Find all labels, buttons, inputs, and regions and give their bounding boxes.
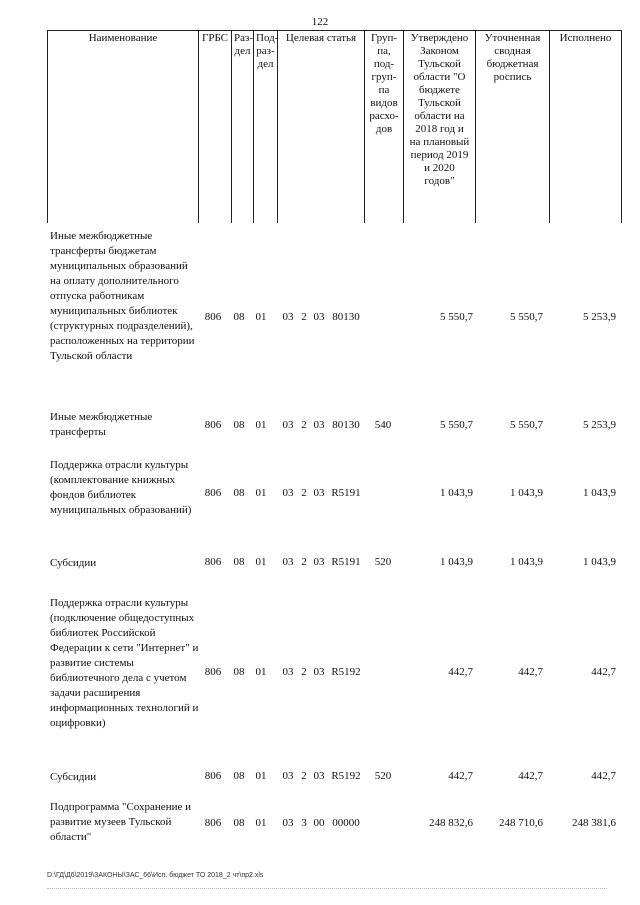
row-refined: 248 710,6: [499, 817, 543, 829]
row-target-subprogram: 2: [301, 419, 307, 431]
row-section: 08: [233, 311, 245, 323]
header-subsection-text: Под- раз- дел: [256, 32, 279, 70]
header-section: [232, 30, 254, 223]
row-section: 08: [233, 770, 245, 782]
row-approved: 5 550,7: [440, 419, 473, 431]
row-subsection: 01: [255, 817, 267, 829]
row-subsection: 01: [255, 311, 267, 323]
header-grbs-text: ГРБС: [201, 32, 229, 44]
row-refined: 442,7: [518, 666, 543, 678]
header-group: [365, 30, 404, 223]
row-name: Иные межбюджетные трансферты: [50, 411, 153, 438]
row-section: 08: [233, 556, 245, 568]
row-target-program: 03: [282, 419, 294, 431]
row-refined: 5 550,7: [510, 419, 543, 431]
row-subsection: 01: [255, 770, 267, 782]
row-target-subprogram: 2: [301, 311, 307, 323]
row-grbs: 806: [204, 311, 222, 323]
header-target-text: Целевая статья: [285, 32, 357, 44]
row-approved: 1 043,9: [440, 487, 473, 499]
row-executed: 442,7: [591, 770, 616, 782]
row-section: 08: [233, 419, 245, 431]
row-target-direction: R5192: [331, 666, 361, 678]
row-target-program: 03: [282, 311, 294, 323]
row-target-program: 03: [282, 817, 294, 829]
row-target-direction: R5191: [331, 487, 361, 499]
row-target-subprogram: 2: [301, 666, 307, 678]
row-section: 08: [233, 666, 245, 678]
header-executed-text: Исполнено: [559, 32, 612, 44]
row-target-direction: R5192: [331, 770, 361, 782]
row-name: Субсидии: [50, 771, 97, 783]
row-approved: 442,7: [448, 770, 473, 782]
row-approved: 1 043,9: [440, 556, 473, 568]
row-target-event: 03: [313, 666, 325, 678]
header-target: [278, 30, 365, 223]
row-grbs: 806: [204, 487, 222, 499]
header-group-text: Груп- па, под- груп- па видов расхо- дов: [369, 32, 399, 135]
row-target-direction: R5191: [331, 556, 361, 568]
row-target-event: 03: [313, 487, 325, 499]
row-executed: 5 253,9: [583, 419, 616, 431]
row-group: 520: [374, 556, 392, 568]
footer-divider: [47, 888, 607, 889]
row-target-subprogram: 2: [301, 556, 307, 568]
row-subsection: 01: [255, 487, 267, 499]
row-target-event: 00: [313, 817, 325, 829]
row-target-direction: 00000: [332, 817, 360, 829]
row-name: Подпрограмма "Сохранение и развитие музеев Тульской области": [50, 801, 191, 843]
row-name: Поддержка отрасли культуры (комплектование книжных фондов библиотек муниципальных образований): [50, 459, 192, 516]
row-executed: 442,7: [591, 666, 616, 678]
row-target-event: 03: [313, 311, 325, 323]
row-grbs: 806: [204, 770, 222, 782]
row-target-subprogram: 2: [301, 487, 307, 499]
row-subsection: 01: [255, 666, 267, 678]
row-executed: 1 043,9: [583, 556, 616, 568]
row-refined: 5 550,7: [510, 311, 543, 323]
row-grbs: 806: [204, 666, 222, 678]
header-approved-text: Утверждено Законом Тульской области "О бюджете Тульской области на 2018 год и на плановый период 2019 и 2020 годов": [409, 32, 470, 187]
row-refined: 442,7: [518, 770, 543, 782]
row-grbs: 806: [204, 419, 222, 431]
header-section-text: Раз- дел: [234, 32, 254, 57]
row-refined: 1 043,9: [510, 487, 543, 499]
row-executed: 248 381,6: [572, 817, 616, 829]
header-name-text: Наименование: [88, 32, 158, 44]
table-header: [47, 30, 622, 223]
row-grbs: 806: [204, 556, 222, 568]
row-name: Субсидии: [50, 557, 97, 569]
row-executed: 5 253,9: [583, 311, 616, 323]
row-subsection: 01: [255, 419, 267, 431]
row-group: 540: [374, 419, 392, 431]
row-target-subprogram: 2: [301, 770, 307, 782]
row-target-program: 03: [282, 556, 294, 568]
page-number: 122: [311, 16, 329, 28]
row-refined: 1 043,9: [510, 556, 543, 568]
header-executed: [550, 30, 622, 223]
row-target-direction: 80130: [332, 311, 360, 323]
row-approved: 248 832,6: [429, 817, 473, 829]
row-approved: 5 550,7: [440, 311, 473, 323]
row-approved: 442,7: [448, 666, 473, 678]
file-path-footer: D:\ГД\Д6\2019\ЗАКОНЫ\ЗАС_66\Исп. бюджет ТО 2018_2 чт\пр2.xls: [47, 872, 264, 879]
row-target-event: 03: [313, 770, 325, 782]
row-target-program: 03: [282, 666, 294, 678]
header-refined-text: Уточненная сводная бюджетная роспись: [484, 32, 541, 83]
row-target-program: 03: [282, 487, 294, 499]
header-approved: [404, 30, 476, 223]
header-name: [47, 30, 199, 223]
row-section: 08: [233, 487, 245, 499]
row-target-subprogram: 3: [301, 817, 307, 829]
header-refined: [476, 30, 550, 223]
header-subsection: [254, 30, 278, 223]
row-grbs: 806: [204, 817, 222, 829]
row-name: Поддержка отрасли культуры (подключение общедоступных библиотек Российской Федерации к сети "Интернет" и развитие системы библиотечного дела с учетом задачи расширения информационных технологий и оцифровки): [50, 597, 199, 729]
row-target-direction: 80130: [332, 419, 360, 431]
row-target-program: 03: [282, 770, 294, 782]
row-target-event: 03: [313, 556, 325, 568]
row-name: Иные межбюджетные трансферты бюджетам муниципальных образований на оплату дополнительного отпуска работникам муниципальных библиотек (структурных подразделений), расположенных на территории Тульской области: [50, 230, 195, 362]
row-section: 08: [233, 817, 245, 829]
header-grbs: [199, 30, 232, 223]
row-executed: 1 043,9: [583, 487, 616, 499]
row-group: 520: [374, 770, 392, 782]
row-subsection: 01: [255, 556, 267, 568]
row-target-event: 03: [313, 419, 325, 431]
